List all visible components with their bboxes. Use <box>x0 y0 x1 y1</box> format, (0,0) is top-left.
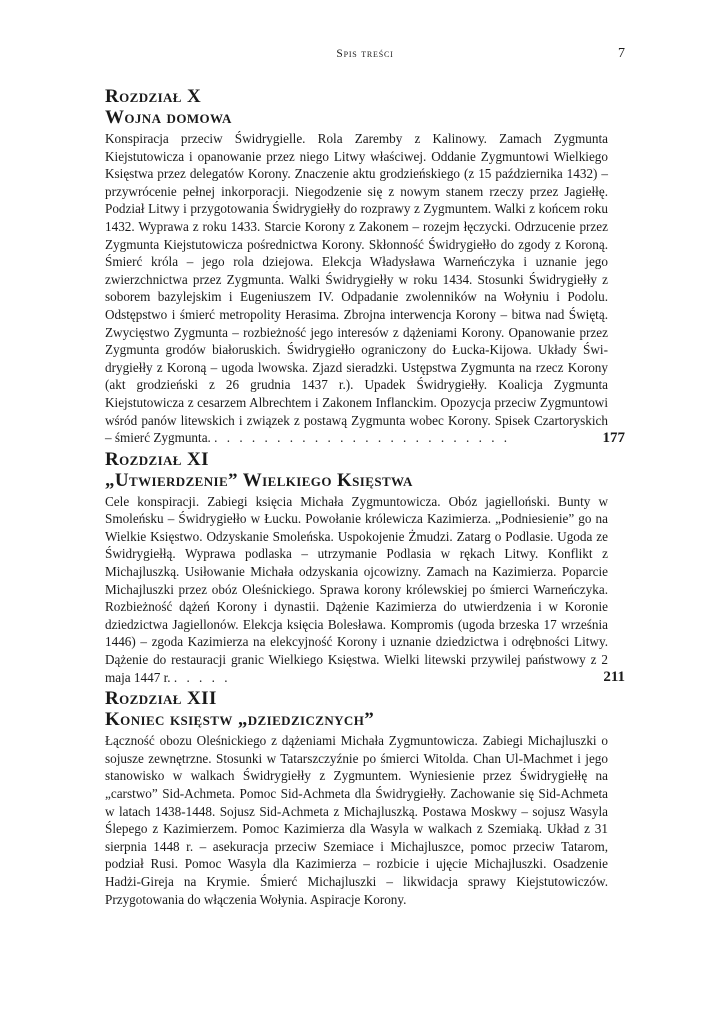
chapter-number: Rozdział XI <box>105 448 209 470</box>
chapter-summary <box>105 130 608 447</box>
chapter-page-ref[interactable]: 211 <box>603 669 625 686</box>
chapter-xi <box>105 449 625 687</box>
chapter-title: „Utwierdzenie” Wielkiego Księstwa <box>105 469 413 491</box>
chapter-number: Rozdział XII <box>105 688 217 710</box>
table-of-contents <box>105 86 625 910</box>
chapter-title: Koniec księstw „dziedzicznych” <box>105 709 375 731</box>
chapter-summary-text: Konspiracja przeciw Świdrygielle. Rola Zaremby z Kalinowy. Zamach Zygmunta Kiejstutowicza i opanowanie przez niego Litwy właściwej. Oddanie Zygmuntowi Wielkiego Księstwa przez delegatów Korony. Znaczenie aktu grodzieńskiego (z 15 października 1432) – przywrócenie pełnej inkorporacji. Niegodzenie się z nowym stanem rzeczy przez Jagiełłę. Podział Litwy i przygotowania Świdrygiełły do rozprawy z Zygmuntem. Walki z końcem roku 1432. Wyprawa z roku 1433. Starcie Korony z Zakonem – rozejm łęczycki. Odrzucenie przez Zygmunta Kiejstutowicza pośrednictwa Korony. Skłonność Świdrygiełło do zgody z Koroną. Śmierć króla – jego rola dziejowa. Elekcja Władysława Warneńczyka i uznanie jego zwierzchnictwa przez Zygmunta. Walki Świdrygiełły w roku 1434. Stosunki Świdrygiełły z soborem bazylejskim i Eugeniuszem IV. Odpadanie zwolenników na Wołyniu i Podolu. Odstępstwo i śmierć metropolity Herasima. Zbrojna interwencja Korony – bitwa nad Świętą. Zwycięstwo Zygmunta – rozbieżność jego interesów z dążeniami Korony. Opanowanie przez Zygmunta grodów białoruskich. Świdrygiełło ograniczony do Łucka-Kijowa. Układy Świdrygiełły z Koroną – ugoda lwowska. Zjazd sieradzki. Ustępstwa Zygmunta na rzecz Korony (akt grodzieński z 26 grudnia 1437 r.). Upadek Świdrygiełły. Koalicja Zygmunta Kiejstutowicza z cesarzem Albrechtem i Zakonem Inflanckim. Opozycja przeciw Zygmuntowi wśród panów litewskich i związek z postawą Zygmunta wobec Korony. Spisek Czartoryskich – śmierć Zygmunta. <box>105 131 608 446</box>
chapter-title: Wojna domowa <box>105 107 232 128</box>
chapter-summary <box>105 732 608 908</box>
running-head: Spis treści <box>336 48 394 60</box>
chapter-summary-text: Łączność obozu Oleśnickiego z dążeniami Michała Zygmuntowicza. Zabiegi Michajluszki o sojusze zewnętrzne. Stosunki w Tatarszczyźnie po śmierci Witolda. Chan Ul-Machmet i jego stanowisko w walkach Świdrygiełły z Zygmuntem. Wyniesienie przez Świdrygiełłę na „carstwo” Sid-Achmeta. Pomoc Sid-Achmeta dla Świdrygiełły. Zachowanie się Sid-Achmeta w latach 1438-1448. Sojusz Sid-Achmeta z Michajluszką. Postawa Moskwy – sojusz Wasyla Ślepego z Kazimierzem. Pomoc Kazimierza dla Wasyla w walkach z Szemiaką. Układ z 31 sierpnia 1448 r. – asekuracja przeciw Szemiace i Michajluszce, pomoc przeciw Tatarom, podział Rusi. Pomoc Wasyla dla Kazimierza – rozbicie i ujęcie Michajluszki. Osadzenie Hadżi-Gireja na Krymie. Śmierć Michajluszki – likwidacja sprawy Kiejstutowiczów. Przygotowania do włączenia Wołynia. Aspiracje Korony. <box>105 733 608 907</box>
dot-leader: . . . . . <box>173 669 231 685</box>
chapter-x <box>105 86 625 447</box>
chapter-xii <box>105 688 625 908</box>
dot-leader: . . . . . . . . . . . . . . . . . . . . . . . . <box>214 430 511 446</box>
chapter-summary-text: Cele konspiracji. Zabiegi księcia Michała Zygmuntowicza. Obóz jagielloński. Bunty w Smoleńsku – Świdrygiełło w Łucku. Powołanie królewicza Kazimierza. „Podniesienie” go na Wielkie Księstwo. Odzyskanie Smoleńska. Uspokojenie Żmudzi. Zatarg o Podlasie. Ugoda ze Świdrygiełłą. Wyprawa podlaska – utrzymanie Podlasia w rękach Litwy. Konflikt z Michajluszką. Usiłowanie Michała odzyskania ojcowizny. Zamach na Kazimierza. Poparcie Michajluszki przez obóz Oleśnickiego. Sprawa korony królewskiej po śmierci Warneńczyka. Rozbieżność dążeń Korony i dynastii. Dążenie Kazimierza do utwierdzenia i w Koronie dziedzictwa Jagiellonów. Elekcja księcia Bolesława. Kompromis (ugoda brzeska 17 września 1446) – zgoda Kazimierza na elekcyjność Korony i uznanie dziedzictwa i odrębności Litwy. Dążenie do restauracji granic Wielkiego Księstwa. Wielki litewski przywilej państwowy z 2 maja 1447 r. <box>105 493 608 685</box>
chapter-number: Rozdział X <box>105 86 202 107</box>
chapter-summary <box>105 493 608 687</box>
page-number: 7 <box>618 46 625 61</box>
page-header <box>105 48 625 66</box>
chapter-page-ref[interactable]: 177 <box>602 429 625 446</box>
